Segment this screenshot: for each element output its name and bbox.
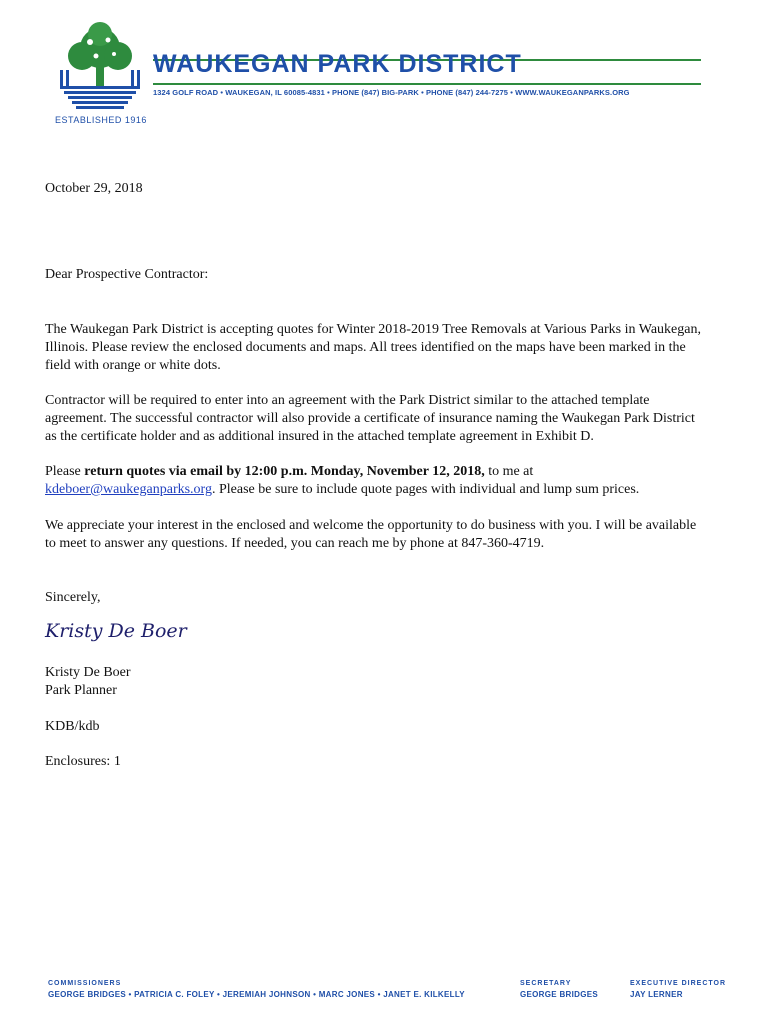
tree-logo-icon bbox=[50, 20, 150, 130]
paragraph-1: The Waukegan Park District is accepting quotes for Winter 2018-2019 Tree Removals at Various Parks in Waukegan, Illinois. Please review the enclosed documents and maps. All trees identified on the maps have been marked in the field with orange or white dots. bbox=[45, 322, 701, 373]
paragraph-3-deadline: return quotes via email by 12:00 p.m. Monday, November 12, 2018, bbox=[84, 464, 485, 479]
letter-date: October 29, 2018 bbox=[45, 181, 143, 196]
paragraph-3-tail: . Please be sure to include quote pages with individual and lump sum prices. bbox=[211, 482, 640, 497]
commissioners-label: COMMISSIONERS bbox=[48, 980, 122, 987]
salutation: Dear Prospective Contractor: bbox=[45, 267, 209, 282]
email-link[interactable]: kdeboer@waukeganparks.org bbox=[45, 482, 212, 497]
initials: KDB/kdb bbox=[45, 719, 100, 734]
director-name: JAY LERNER bbox=[630, 990, 683, 999]
signer-name: Kristy De Boer bbox=[45, 665, 131, 680]
paragraph-3-lead: Please bbox=[45, 464, 85, 479]
secretary-name: GEORGE BRIDGES bbox=[520, 990, 598, 999]
paragraph-3 bbox=[45, 463, 705, 499]
director-label: EXECUTIVE DIRECTOR bbox=[630, 980, 727, 987]
established-label: ESTABLISHED 1916 bbox=[55, 115, 147, 125]
org-address: 1324 GOLF ROAD • WAUKEGAN, IL 60085-4831 • PHONE (847) BIG-PARK • PHONE (847) 244-7275 • WWW.WAUKEGANPARKS.ORG bbox=[153, 88, 630, 97]
closing: Sincerely, bbox=[45, 590, 101, 605]
paragraph-2: Contractor will be required to enter into an agreement with the Park District similar to the attached template agreement. The successful contractor will also provide a certificate of insurance naming the Waukegan Park District as the certificate holder and as additional insured in the attached template agreement in Exhibit D. bbox=[45, 393, 695, 444]
org-name: WAUKEGAN PARK DISTRICT bbox=[153, 50, 522, 78]
paragraph-3-mid: to me at bbox=[484, 464, 534, 479]
paragraph-4: We appreciate your interest in the enclosed and welcome the opportunity to do business with you. I will be available to meet to answer any questions. If needed, you can reach me by phone at 847-360-4719. bbox=[45, 518, 697, 551]
letterhead bbox=[50, 20, 720, 130]
signer-title: Park Planner bbox=[45, 683, 117, 698]
enclosures: Enclosures: 1 bbox=[45, 754, 121, 769]
handwritten-signature: Kristy De Boer bbox=[45, 620, 187, 642]
commissioners-names: GEORGE BRIDGES • PATRICIA C. FOLEY • JEREMIAH JOHNSON • MARC JONES • JANET E. KILKELLY bbox=[48, 990, 465, 999]
letterhead-rule bbox=[153, 83, 701, 85]
secretary-label: SECRETARY bbox=[520, 980, 572, 987]
